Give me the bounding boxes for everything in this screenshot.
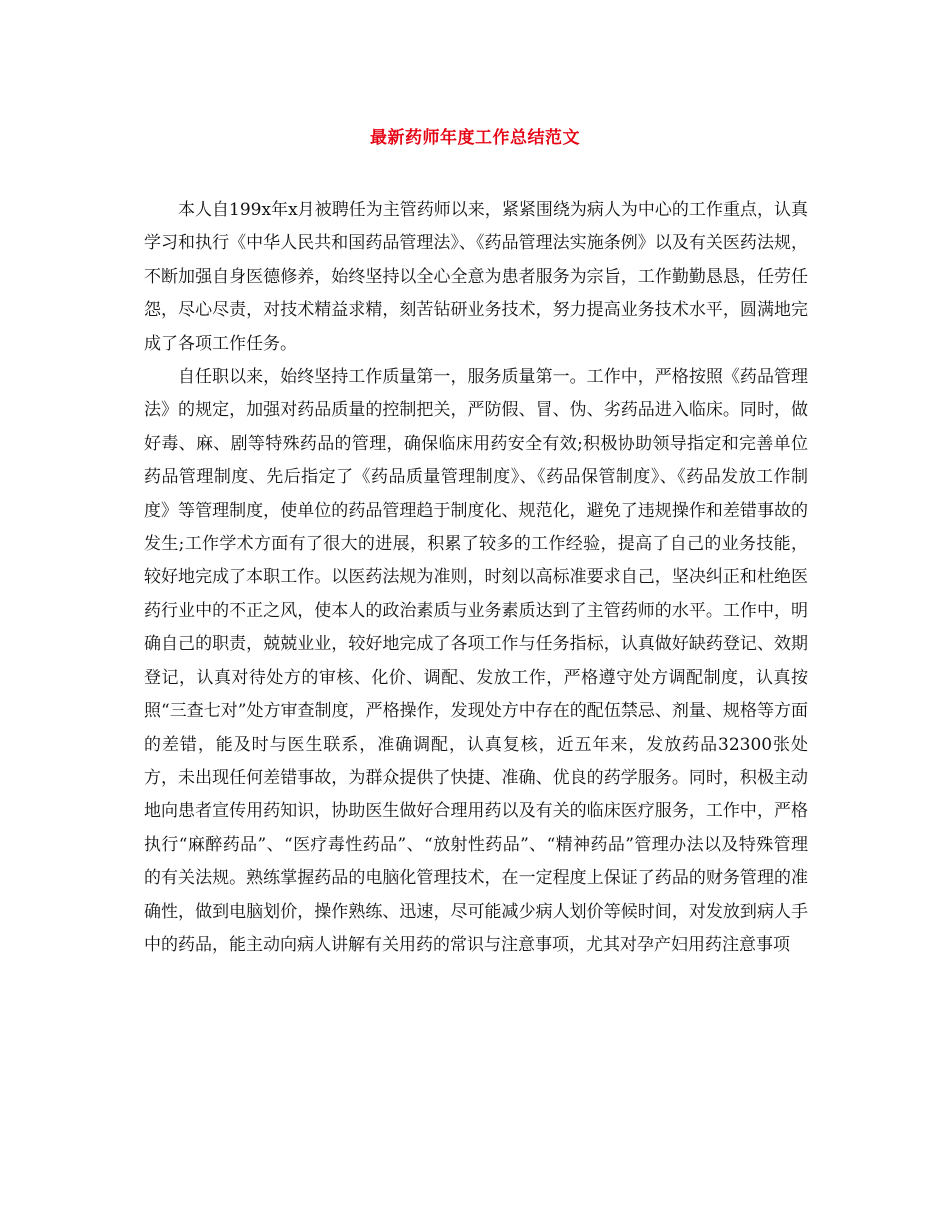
paragraph-2: 自任职以来，始终坚持工作质量第一，服务质量第一。工作中，严格按照《药品管理法》的规定，加强对药品质量的控制把关，严防假、冒、伪、劣药品进入临床。同时，做好毒、麻、剧等特殊药品的管理，确保临床用药安全有效;积极协助领导指定和完善单位药品管理制度、先后指定了《药品质量管理制度》、《药品保管制度》、《药品发放工作制度》等管理制度，使单位的药品管理趋于制度化、规范化，避免了违规操作和差错事故的发生;工作学术方面有了很大的进展，积累了较多的工作经验，提高了自己的业务技能，较好地完成了本职工作。以医药法规为准则，时刻以高标准要求自己，坚决纠正和杜绝医药行业中的不正之风，使本人的政治素质与业务素质达到了主管药师的水平。工作中，明确自己的职责，兢兢业业，较好地完成了各项工作与任务指标，认真做好缺药登记、效期登记，认真对待处方的审核、化价、调配、发放工作，严格遵守处方调配制度，认真按照“三查七对”处方审查制度，严格操作，发现处方中存在的配伍禁忌、剂量、规格等方面的差错，能及时与医生联系，准确调配，认真复核，近五年来，发放药品32300张处方，未出现任何差错事故，为群众提供了快捷、准确、优良的药学服务。同时，积极主动地向患者宣传用药知识，协助医生做好合理用药以及有关的临床医疗服务，工作中，严格执行“麻醉药品”、“医疗毒性药品”、“放射性药品”、“精神药品”管理办法以及特殊管理的有关法规。熟练掌握药品的电脑化管理技术，在一定程度上保证了药品的财务管理的准确性，做到电脑划价，操作熟练、迅速，尽可能减少病人划价等候时间，对发放到病人手中的药品，能主动向病人讲解有关用药的常识与注意事项，尤其对孕产妇用药注意事项 — [144, 367, 808, 955]
document-title: 最新药师年度工作总结范文 — [370, 128, 580, 148]
paragraph-1: 本人自199x年x月被聘任为主管药师以来，紧紧围绕为病人为中心的工作重点，认真学习和执行《中华人民共和国药品管理法》、《药品管理法实施条例》以及有关医药法规，不断加强自身医德修养，始终坚持以全心全意为患者服务为宗旨，工作勤勤恳恳，任劳任怨，尽心尽责，对技术精益求精，刻苦钻研业务技术，努力提高业务技术水平，圆满地完成了各项工作任务。 — [144, 200, 808, 354]
document-body — [144, 194, 808, 962]
